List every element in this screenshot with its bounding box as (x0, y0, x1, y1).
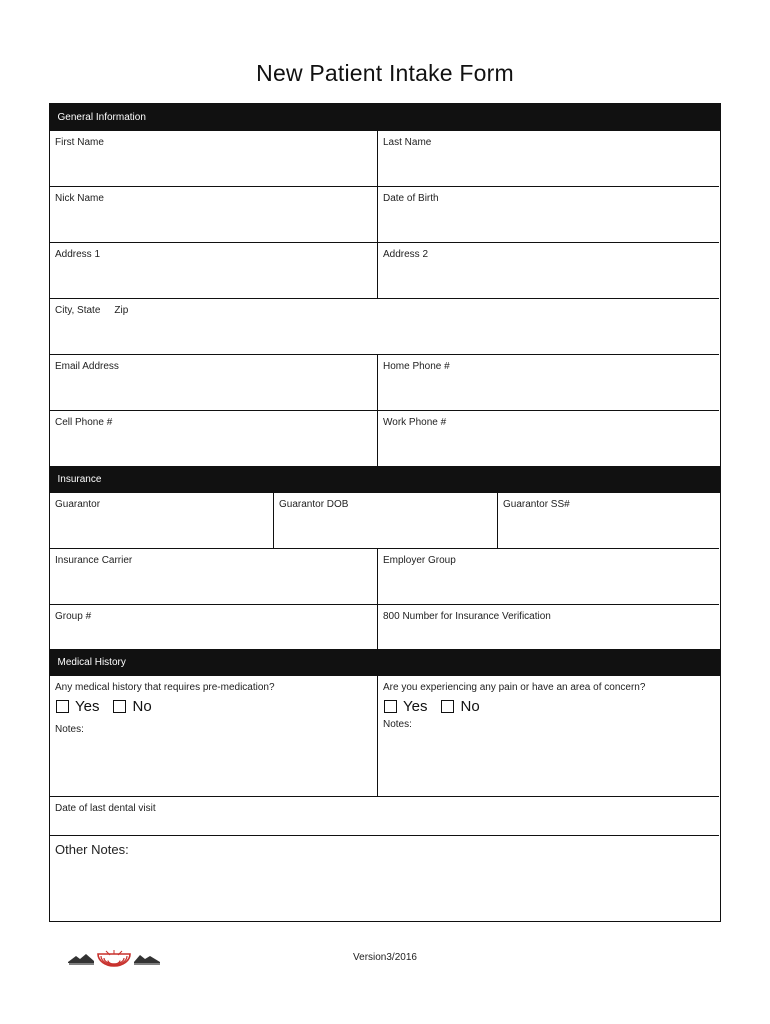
pain-notes-label: Notes: (383, 719, 412, 730)
last-dental-visit-label: Date of last dental visit (55, 803, 156, 814)
section-header-general: General Information (49, 104, 721, 131)
insurance-carrier-field[interactable] (50, 549, 378, 605)
dob-field[interactable] (378, 187, 719, 243)
first-name-field[interactable] (50, 131, 378, 187)
address2-field[interactable] (378, 243, 719, 299)
pain-concern-question: Are you experiencing any pain or have an area of concern? (383, 682, 646, 693)
last-name-field[interactable] (378, 131, 719, 187)
guarantor-label: Guarantor (55, 499, 101, 510)
premedication-notes-label: Notes: (55, 724, 84, 735)
employer-group-label: Employer Group (383, 555, 456, 566)
pain-yes-label: Yes (403, 698, 428, 715)
last-name-label: Last Name (383, 137, 432, 148)
work-phone-field[interactable] (378, 411, 719, 466)
guarantor-field[interactable] (50, 493, 274, 549)
zip-label: Zip (114, 305, 129, 316)
guarantor-ss-label: Guarantor SS# (503, 499, 570, 510)
premedication-yes-option[interactable] (56, 698, 99, 715)
page-title: New Patient Intake Form (256, 60, 514, 86)
pain-no-label: No (460, 698, 480, 715)
dob-label: Date of Birth (383, 193, 439, 204)
last-dental-visit-field[interactable] (50, 797, 719, 836)
cell-phone-field[interactable] (50, 411, 378, 466)
home-phone-field[interactable] (378, 355, 719, 411)
other-notes-label: Other Notes: (55, 842, 129, 857)
work-phone-label: Work Phone # (383, 417, 447, 428)
checkbox-icon[interactable] (113, 700, 126, 713)
address1-label: Address 1 (55, 249, 101, 260)
address2-label: Address 2 (383, 249, 429, 260)
premedication-field[interactable] (50, 676, 378, 797)
guarantor-dob-field[interactable] (274, 493, 498, 549)
city-state-label: City, State (55, 305, 101, 316)
home-phone-label: Home Phone # (383, 361, 450, 372)
pain-yes-option[interactable] (384, 698, 427, 715)
checkbox-icon[interactable] (384, 700, 397, 713)
premedication-yes-label: Yes (75, 698, 100, 715)
intake-form (49, 103, 721, 922)
first-name-label: First Name (55, 137, 104, 148)
insurance-carrier-label: Insurance Carrier (55, 555, 133, 566)
nick-name-label: Nick Name (55, 193, 104, 204)
checkbox-icon[interactable] (56, 700, 69, 713)
city-state-zip-field[interactable] (50, 299, 719, 355)
cell-phone-label: Cell Phone # (55, 417, 113, 428)
email-label: Email Address (55, 361, 119, 372)
group-number-label: Group # (55, 611, 92, 622)
checkbox-icon[interactable] (441, 700, 454, 713)
employer-group-field[interactable] (378, 549, 719, 605)
section-header-medical: Medical History (49, 649, 721, 676)
guarantor-ss-field[interactable] (498, 493, 719, 549)
premedication-no-label: No (132, 698, 152, 715)
city-state-zip-label (55, 305, 128, 316)
pain-concern-field[interactable] (378, 676, 719, 797)
address1-field[interactable] (50, 243, 378, 299)
premedication-question: Any medical history that requires pre-medication? (55, 682, 275, 693)
group-number-field[interactable] (50, 605, 378, 649)
pain-concern-options (384, 698, 494, 715)
section-header-insurance: Insurance (49, 466, 721, 493)
nick-name-field[interactable] (50, 187, 378, 243)
other-notes-field[interactable] (50, 836, 719, 920)
verification-number-label: 800 Number for Insurance Verification (383, 611, 551, 622)
premedication-options (56, 698, 166, 715)
version-label: Version3/2016 (353, 952, 417, 963)
premedication-no-option[interactable] (113, 698, 151, 715)
verification-number-field[interactable] (378, 605, 719, 649)
guarantor-dob-label: Guarantor DOB (279, 499, 349, 510)
email-field[interactable] (50, 355, 378, 411)
pain-no-option[interactable] (441, 698, 479, 715)
